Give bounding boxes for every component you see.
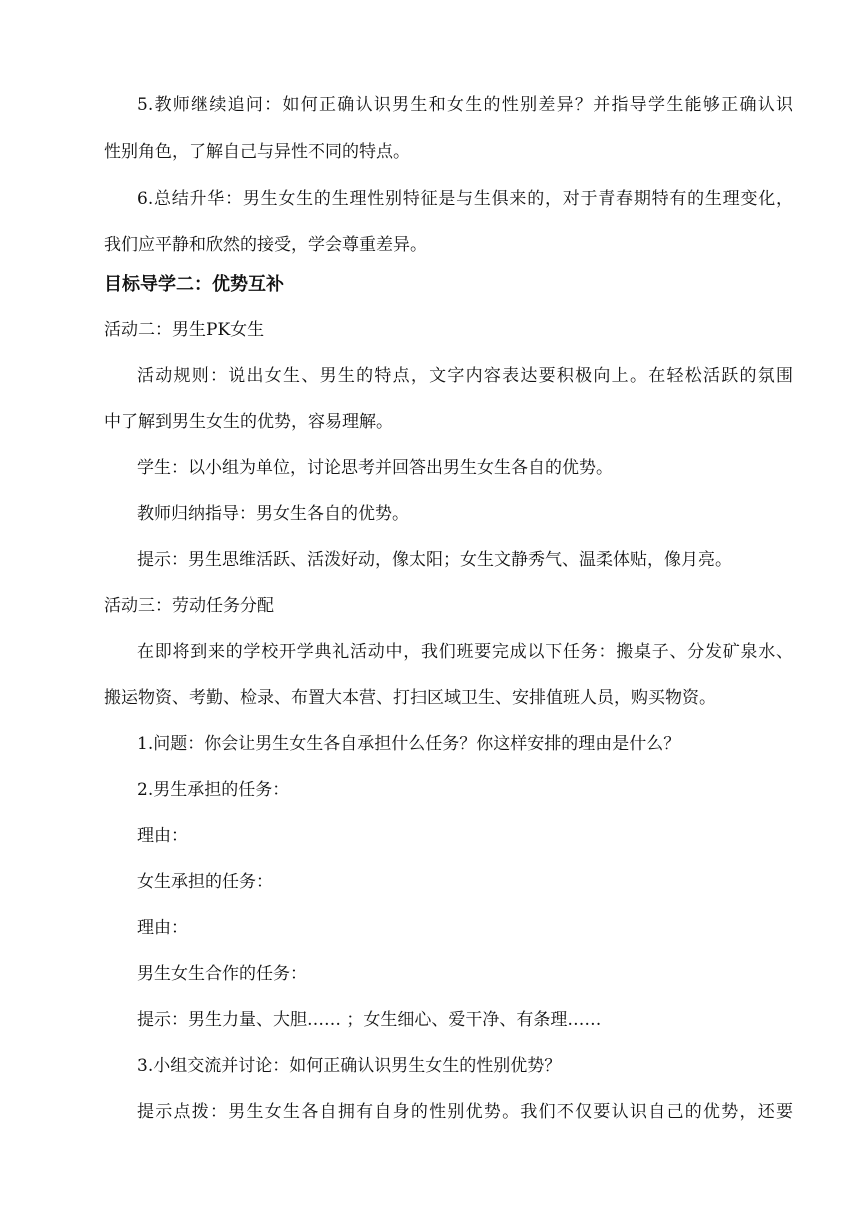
paragraph-line: 男生女生合作的任务：: [137, 964, 307, 984]
paragraph-line: 理由：: [137, 826, 188, 846]
paragraph-line: 5.教师继续追问：如何正确认识男生和女生的性别差异？并指导学生能够正确认识: [137, 95, 793, 115]
paragraph-line: 学生：以小组为单位，讨论思考并回答出男生女生各自的优势。: [137, 458, 613, 478]
paragraph-line: 提示点拨：男生女生各自拥有自身的性别优势。我们不仅要认识自己的优势，还要: [137, 1102, 793, 1122]
paragraph-line: 6.总结升华：男生女生的生理性别特征是与生俱来的，对于青春期特有的生理变化，: [137, 189, 793, 209]
paragraph-line: 搬运物资、考勤、检录、布置大本营、打扫区域卫生、安排值班人员，购买物资。: [104, 688, 716, 708]
paragraph-line: 3.小组交流并讨论：如何正确认识男生女生的性别优势？: [137, 1056, 562, 1076]
paragraph-line: 2.男生承担的任务：: [137, 780, 290, 800]
paragraph-line: 我们应平静和欣然的接受，学会尊重差异。: [104, 235, 427, 255]
paragraph-line: 提示：男生思维活跃、活泼好动，像太阳；女生文静秀气、温柔体贴，像月亮。: [137, 550, 732, 570]
paragraph-line: 活动规则：说出女生、男生的特点，文字内容表达要积极向上。在轻松活跃的氛围: [137, 366, 793, 386]
paragraph-line: 在即将到来的学校开学典礼活动中，我们班要完成以下任务：搬桌子、分发矿泉水、: [137, 642, 793, 662]
paragraph-line: 1.问题：你会让男生女生各自承担什么任务？你这样安排的理由是什么？: [137, 734, 681, 754]
paragraph-line: 女生承担的任务：: [137, 872, 273, 892]
paragraph-line: 提示：男生力量、大胆…… ；女生细心、爱干净、有条理……: [137, 1010, 602, 1030]
activity-title: 活动三：劳动任务分配: [104, 596, 274, 616]
activity-title: 活动二：男生PK女生: [104, 320, 265, 340]
paragraph-line: 理由：: [137, 918, 188, 938]
paragraph-line: 教师归纳指导：男女生各自的优势。: [137, 504, 409, 524]
paragraph-line: 性别角色，了解自己与异性不同的特点。: [104, 142, 410, 162]
section-heading: 目标导学二：优势互补: [104, 274, 284, 295]
paragraph-line: 中了解到男生女生的优势，容易理解。: [104, 412, 393, 432]
